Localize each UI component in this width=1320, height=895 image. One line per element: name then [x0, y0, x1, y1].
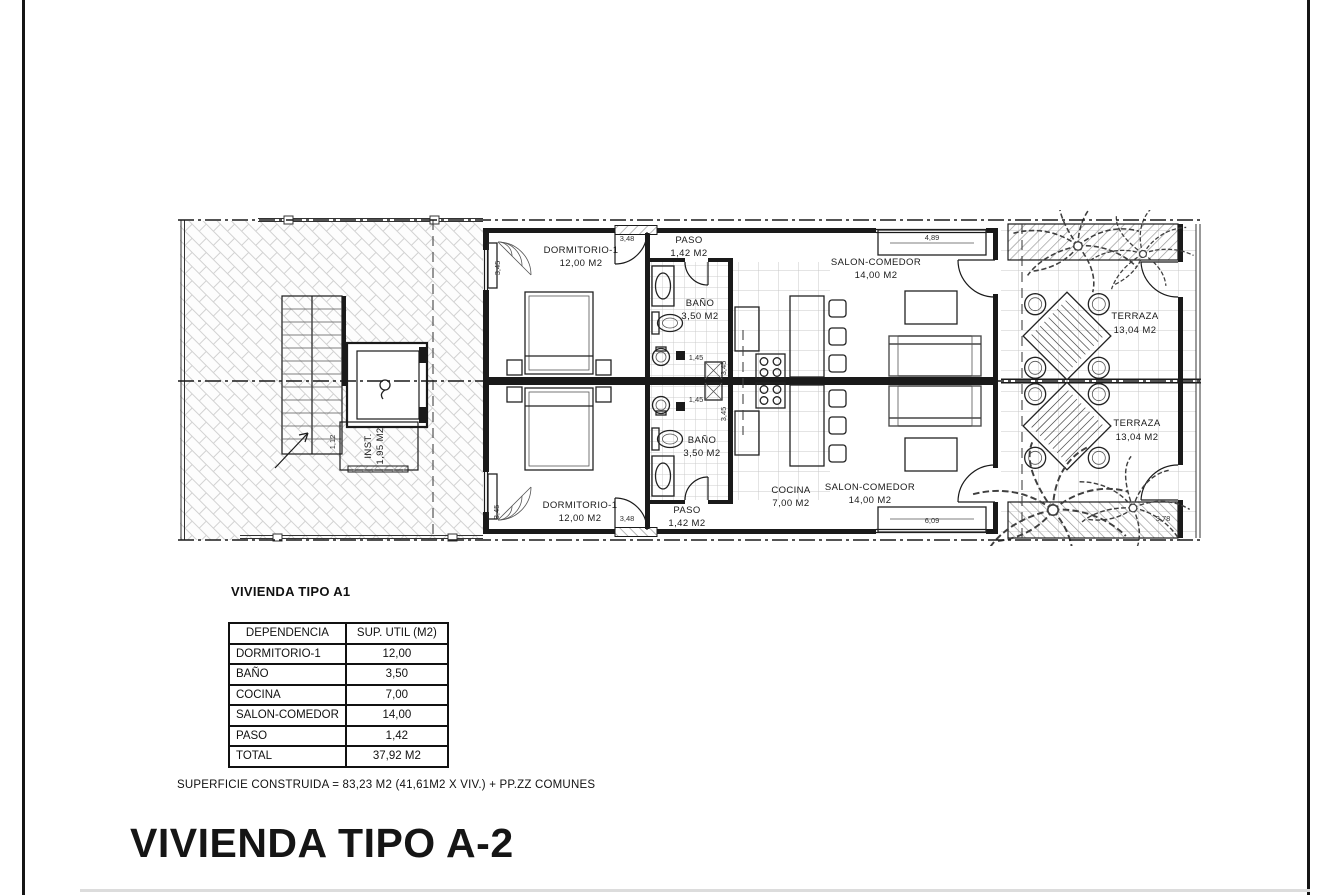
room-label: COCINA	[771, 485, 811, 496]
room-label: BAÑO	[685, 298, 715, 309]
room-label: BAÑO	[687, 435, 717, 446]
floor-plan-drawing	[178, 210, 1208, 546]
svg-text:3,48: 3,48	[619, 514, 635, 523]
svg-text:3,45: 3,45	[493, 260, 502, 276]
sheet-border-left	[22, 0, 25, 895]
column-header: SUP. UTIL (M2)	[346, 623, 448, 644]
svg-text:13,04 M2: 13,04 M2	[1115, 432, 1159, 443]
svg-text:3,45: 3,45	[719, 360, 728, 376]
svg-text:7,00 M2: 7,00 M2	[772, 498, 810, 509]
svg-text:14,00 M2: 14,00 M2	[854, 270, 898, 281]
room-label: PASO	[675, 235, 703, 246]
table-row: COCINA 7,00	[229, 685, 448, 706]
svg-text:1,12: 1,12	[328, 434, 337, 450]
svg-text:3,45: 3,45	[492, 504, 501, 520]
room-label: TERRAZA	[1113, 418, 1161, 429]
svg-text:3,50 M2: 3,50 M2	[683, 448, 721, 459]
svg-text:6,09: 6,09	[924, 516, 940, 525]
svg-text:1,42 M2: 1,42 M2	[670, 248, 708, 259]
svg-text:1,45: 1,45	[688, 353, 704, 362]
total-value: 37,92 M2	[346, 746, 448, 767]
table-row: DORMITORIO-1 12,00	[229, 644, 448, 665]
svg-text:3,48: 3,48	[619, 234, 635, 243]
table-row: BAÑO 3,50	[229, 664, 448, 685]
column-header: DEPENDENCIA	[229, 623, 346, 644]
svg-text:12,00 M2: 12,00 M2	[558, 513, 602, 524]
room-label: INST.	[363, 433, 374, 459]
built-area-note: SUPERFICIE CONSTRUIDA = 83,23 M2 (41,61M2 X VIV.) + PP.ZZ COMUNES	[177, 779, 596, 791]
svg-text:1,45: 1,45	[688, 395, 704, 404]
table-row: PASO 1,42	[229, 726, 448, 747]
sheet-edge-shadow	[80, 889, 1310, 892]
svg-text:14,00 M2: 14,00 M2	[848, 495, 892, 506]
table-total-row: TOTAL 37,92 M2	[229, 746, 448, 767]
room-label: SALON-COMEDOR	[830, 257, 922, 268]
room-label: DORMITORIO-1	[542, 500, 618, 511]
svg-text:3,78: 3,78	[1155, 514, 1171, 523]
room-label: SALON-COMEDOR	[824, 482, 916, 493]
area-table	[228, 622, 449, 768]
room-label: TERRAZA	[1111, 311, 1159, 322]
svg-text:1,95 M2: 1,95 M2	[375, 427, 386, 465]
svg-text:3,50 M2: 3,50 M2	[681, 311, 719, 322]
area-table-title: VIVIENDA TIPO A1	[231, 584, 351, 599]
svg-text:13,04 M2: 13,04 M2	[1113, 325, 1157, 336]
elevator-symbol	[347, 343, 427, 427]
room-label: DORMITORIO-1	[543, 245, 619, 256]
room-label: PASO	[673, 505, 701, 516]
sheet-border-right	[1307, 0, 1310, 895]
table-header-row	[229, 623, 448, 644]
floor-plan	[178, 210, 1208, 546]
sheet-title: VIVIENDA TIPO A-2	[130, 820, 514, 866]
svg-text:4,89: 4,89	[924, 233, 940, 242]
table-row: SALON-COMEDOR 14,00	[229, 705, 448, 726]
svg-text:3,45: 3,45	[719, 406, 728, 422]
svg-text:1,42 M2: 1,42 M2	[668, 518, 706, 529]
svg-text:12,00 M2: 12,00 M2	[559, 258, 603, 269]
